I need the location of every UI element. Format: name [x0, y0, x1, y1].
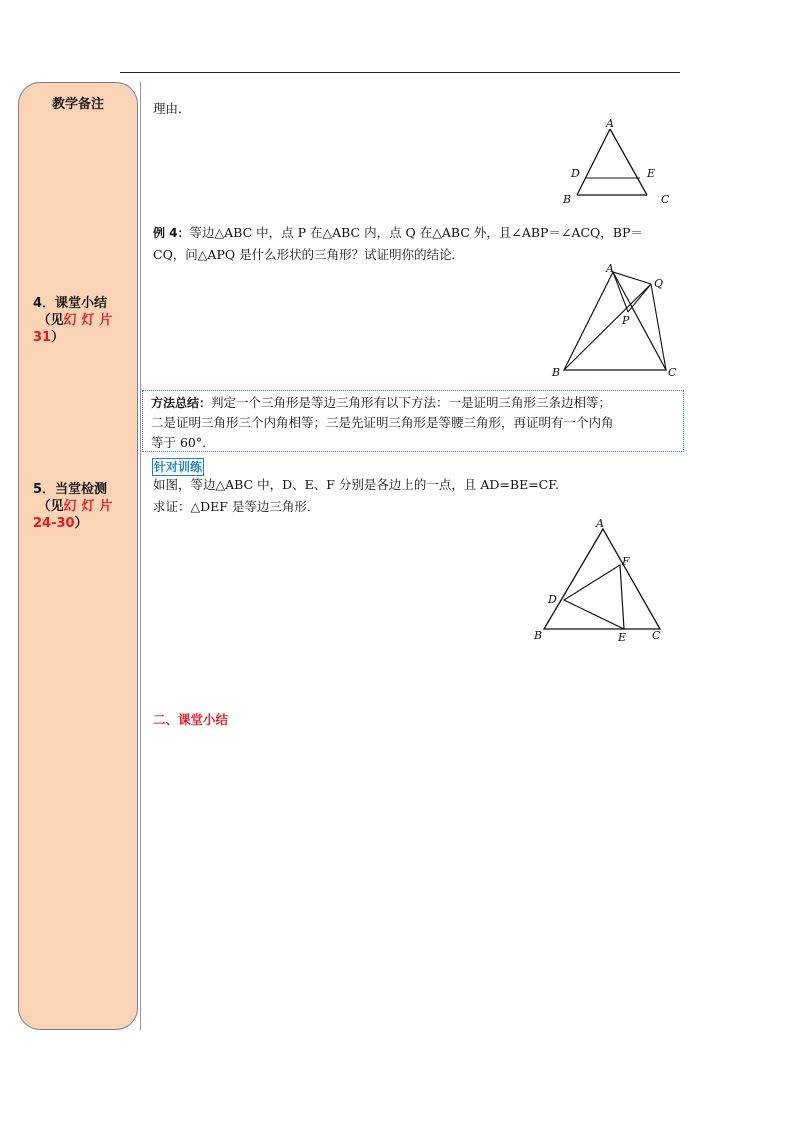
note5-slide-number: 24-30: [33, 516, 75, 531]
drill-line2: 求证：△DEF 是等边三角形．: [153, 499, 320, 514]
method-line2: 二是证明三角形三个内角相等；三是先证明三角形是等腰三角形，再证明有一个内角: [151, 415, 614, 430]
fig1-label-e: E: [647, 167, 656, 180]
drill-title: 针对训练: [154, 460, 203, 474]
note4-slide: 幻灯片: [63, 313, 118, 328]
sidebar-title: 教学备注: [51, 97, 104, 112]
note4-close: ）: [51, 330, 65, 345]
note5-slide: 幻灯片: [63, 499, 118, 514]
column-divider: [140, 82, 141, 1030]
section-class-summary: 二、课堂小结: [153, 712, 229, 727]
method-line1: 判定一个三角形是等边三角形有以下方法：一是证明三角形三条边相等；: [211, 395, 612, 410]
note5-open: （见: [37, 499, 64, 514]
note4-prefix: 4．课堂小结: [33, 296, 108, 311]
fig3-label-a: A: [596, 517, 604, 530]
method-line3: 等于 60°．: [151, 435, 215, 450]
note4-slide-number: 31: [33, 330, 52, 345]
note-in-class-test: [33, 481, 133, 532]
method-summary-box: [142, 390, 684, 452]
note-class-summary: [33, 295, 133, 346]
teaching-notes-sidebar: [18, 82, 138, 1030]
example4-line1: [153, 222, 643, 244]
fig2-label-p: P: [622, 314, 630, 327]
fig3-label-c: C: [652, 629, 661, 642]
fig3-label-f: F: [622, 555, 630, 568]
note4-open: （见: [37, 313, 64, 328]
fig1-label-a: A: [606, 117, 614, 130]
example4-text1: 等边△ABC 中，点 P 在△ABC 内，点 Q 在△ABC 外，且∠ABP＝∠ACQ，BP＝: [189, 225, 643, 240]
top-rule: [120, 72, 680, 73]
fig2-label-q: Q: [654, 277, 664, 290]
example4-line2: CQ，问△APQ 是什么形状的三角形？试证明你的结论．: [153, 247, 465, 262]
figure-triangle-apq: [550, 262, 680, 380]
figure-triangle-ade: [555, 115, 680, 210]
fig1-label-c: C: [661, 193, 670, 206]
fig1-label-b: B: [563, 193, 572, 206]
fig3-label-b: B: [534, 629, 543, 642]
fig2-label-a: A: [606, 262, 614, 275]
fig1-label-d: D: [571, 167, 580, 180]
fig2-label-b: B: [552, 366, 561, 379]
reason-text: 理由．: [153, 101, 191, 116]
note5-prefix: 5．当堂检测: [33, 482, 108, 497]
fig2-label-c: C: [668, 366, 677, 379]
example4-label: 例 4：: [153, 226, 190, 240]
figure-triangle-def: [530, 515, 675, 645]
method-label: 方法总结：: [151, 396, 212, 410]
drill-line1: 如图，等边△ABC 中，D、E、F 分别是各边上的一点，且 AD=BE=CF.: [153, 477, 559, 492]
fig3-label-d: D: [548, 593, 557, 606]
note5-close: ）: [74, 516, 88, 531]
fig3-label-e: E: [618, 631, 627, 644]
